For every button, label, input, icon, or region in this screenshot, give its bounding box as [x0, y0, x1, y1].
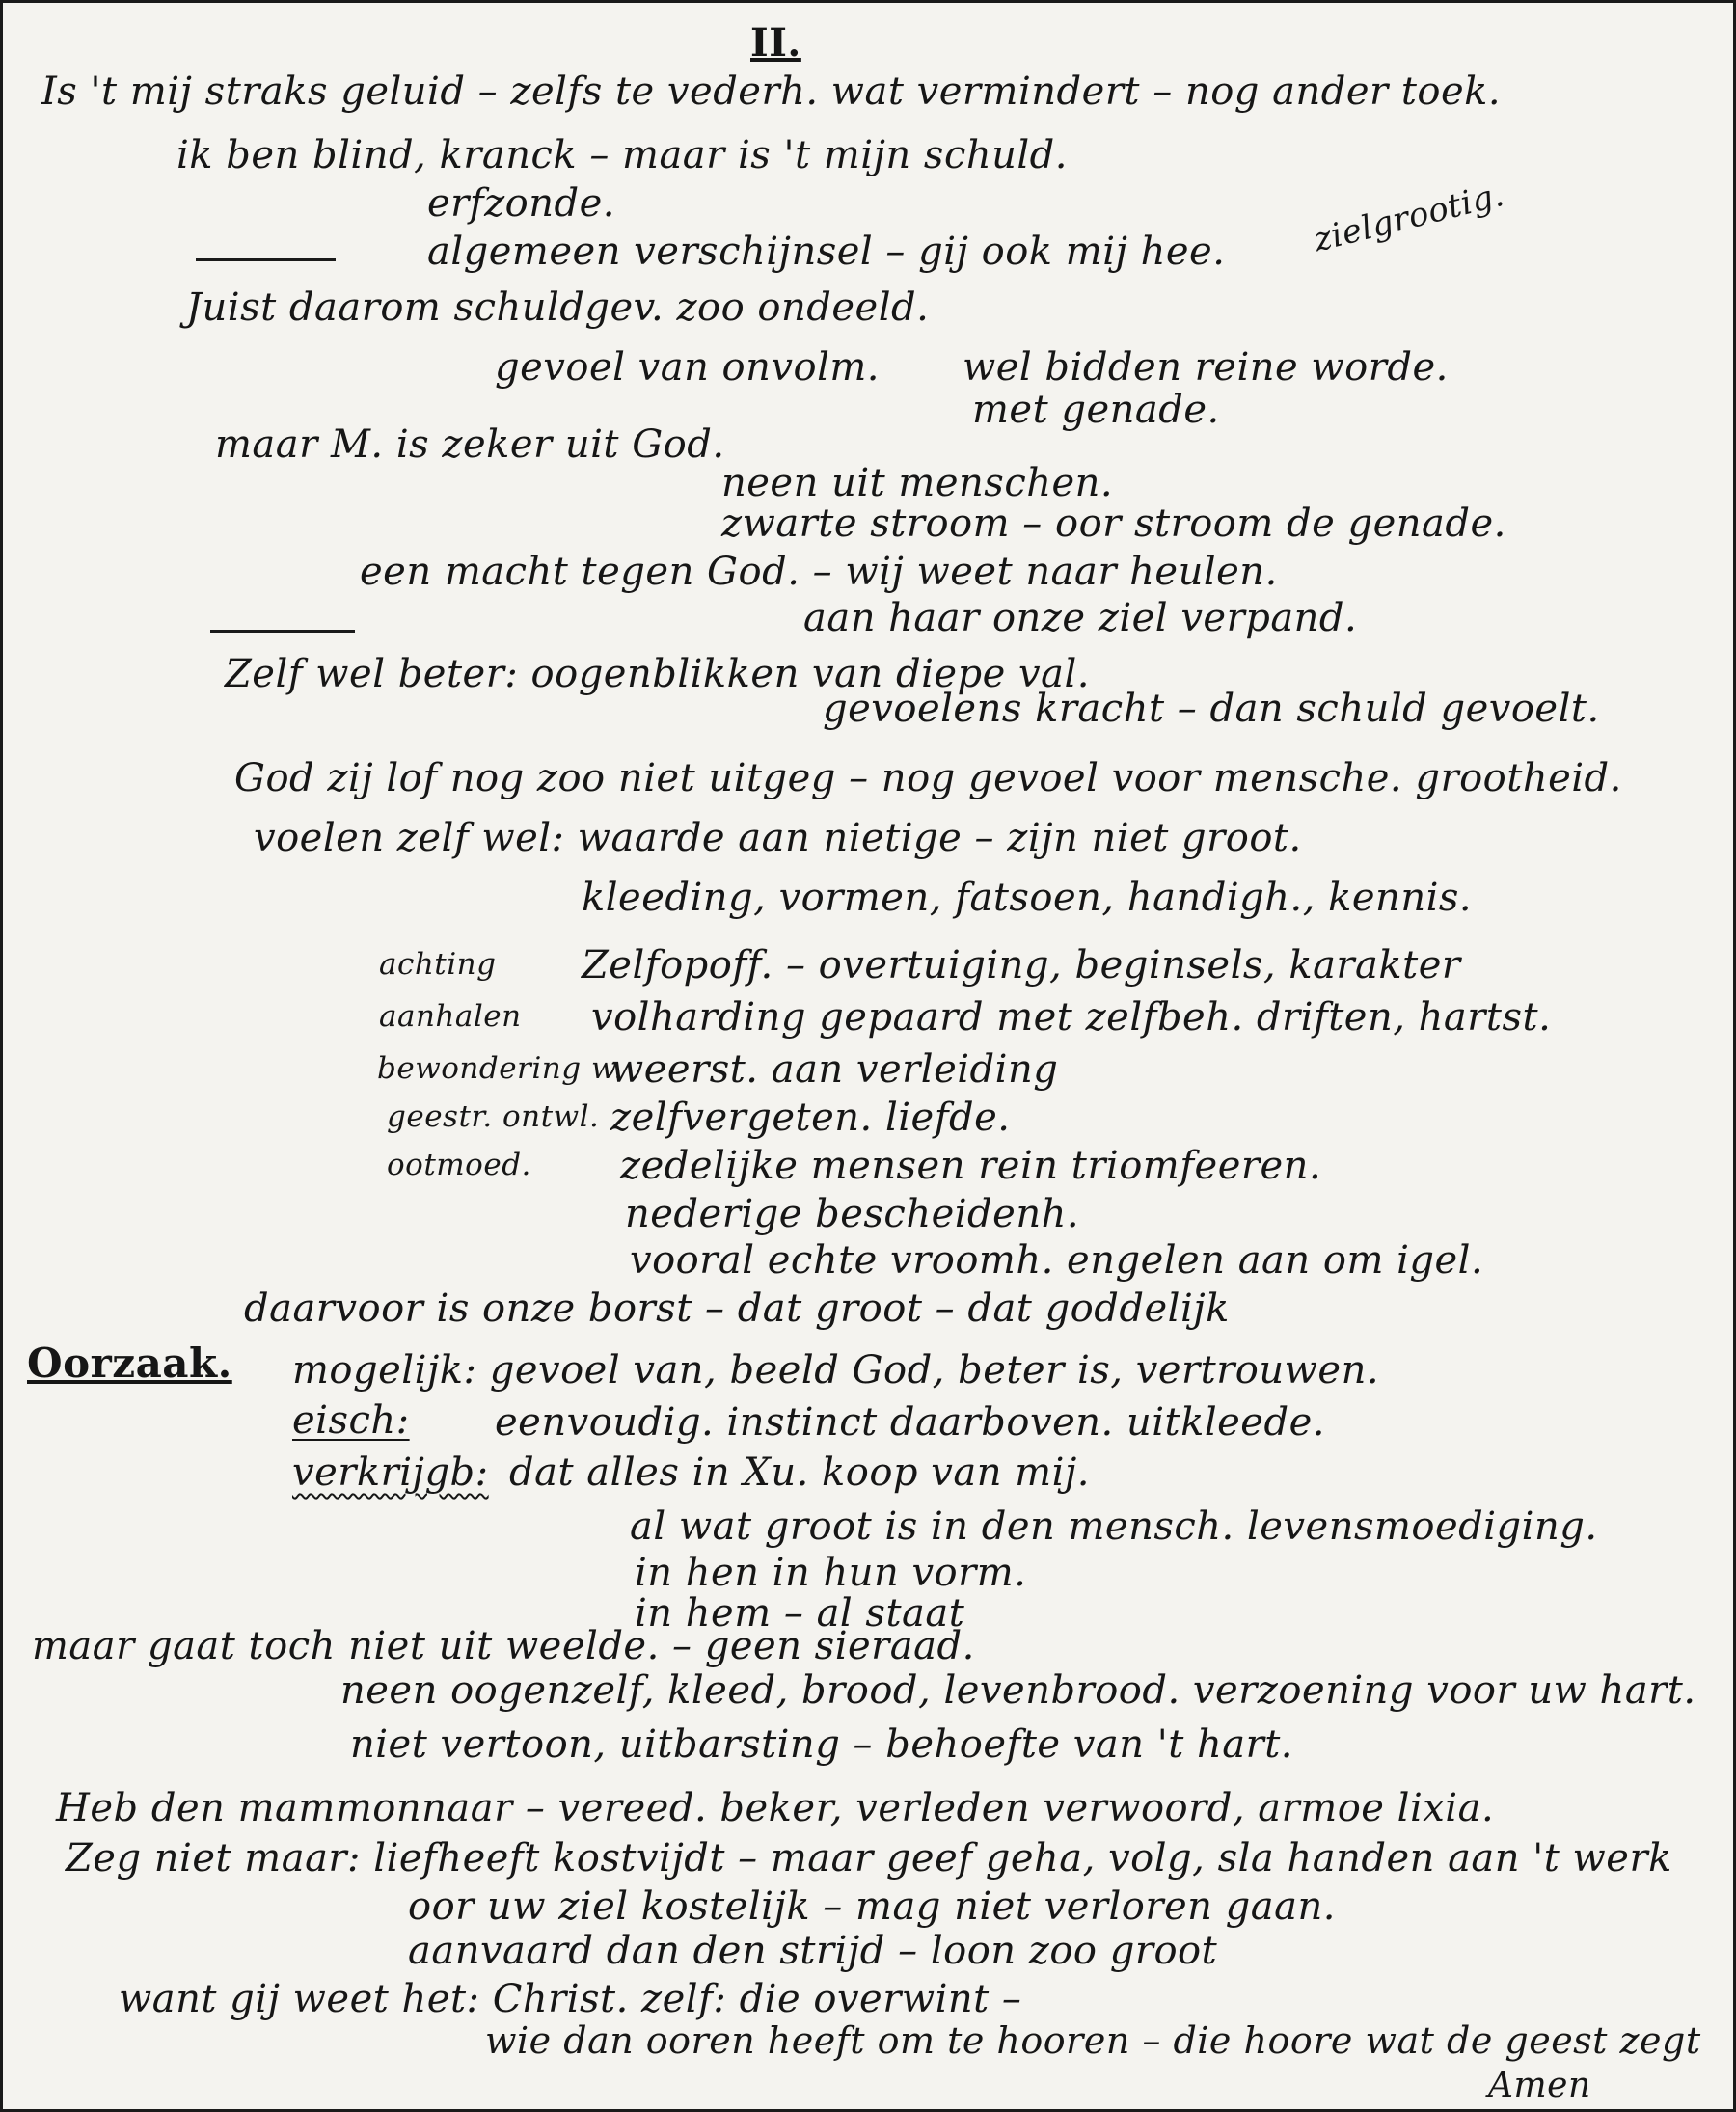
text-line: Juist daarom schuldgev. zoo ondeeld. [186, 285, 930, 330]
separator-line [210, 630, 355, 633]
text-line: nederige bescheidenh. [625, 1192, 1080, 1236]
section-heading: Oorzaak. [27, 1340, 232, 1387]
text-line: algemeen verschijnsel – gij ook mij hee. [427, 230, 1226, 274]
text-line: vooral echte vroomh. engelen aan om igel. [630, 1238, 1484, 1283]
text-line: maar gaat toch niet uit weelde. – geen sieraad. [32, 1624, 975, 1668]
text-line: in hen in hun vorm. [635, 1551, 1027, 1595]
text-line: met genade. [972, 388, 1220, 432]
text-line: daarvoor is onze borst – dat groot – dat goddelijk [244, 1286, 1230, 1331]
text-line: weerst. aan verleiding [610, 1047, 1059, 1092]
text-line: Zelf wel beter: oogenblikken van diepe val. [225, 652, 1090, 696]
margin-note: zielgrootig. [1310, 175, 1508, 260]
text-line: wel bidden reine worde. [963, 345, 1449, 390]
text-line: gevoelens kracht – dan schuld gevoelt. [823, 687, 1600, 731]
text-line: maar M. is zeker uit God. [215, 422, 725, 467]
text-line: Zelfopoff. – overtuiging, beginsels, karakter [582, 943, 1461, 988]
text-line: niet vertoon, uitbarsting – behoefte van 't hart. [350, 1722, 1294, 1767]
text-line: mogelijk: gevoel van, beeld God, beter is, vertrouwen. [292, 1348, 1380, 1393]
text-line: wie dan ooren heeft om te hooren – die hoore wat de geest zegt [485, 2019, 1701, 2062]
margin-label: aanhalen [379, 999, 522, 1034]
margin-label: bewondering w. [377, 1051, 624, 1086]
text-line: erfzonde. [427, 181, 616, 226]
text-line: neen uit menschen. [721, 461, 1114, 505]
text-line: aan haar onze ziel verpand. [803, 596, 1358, 640]
margin-label: ootmoed. [387, 1148, 531, 1182]
closing-amen: Amen [1488, 2066, 1591, 2105]
text-line: kleeding, vormen, fatsoen, handigh., kennis. [582, 876, 1473, 920]
text-line: ik ben blind, kranck – maar is 't mijn schuld. [176, 133, 1068, 177]
separator-line [196, 258, 336, 261]
section-numeral: II. [750, 20, 801, 66]
list-label: eisch: [292, 1398, 410, 1443]
text-line: God zij lof nog zoo niet uitgeg – nog gevoel voor mensche. grootheid. [234, 756, 1622, 800]
text-line: al wat groot is in den mensch. levensmoediging. [630, 1504, 1598, 1549]
text-line: volharding gepaard met zelfbeh. driften, hartst. [591, 995, 1552, 1040]
text-line: in hem – al staat [635, 1591, 965, 1636]
text-line: zwarte stroom – oor stroom de genade. [721, 501, 1506, 546]
text-line: Heb den mammonnaar – vereed. beker, verleden verwoord, armoe lixia. [56, 1786, 1495, 1830]
text-line: Zeg niet maar: liefheeft kostvijdt – maar geef geha, volg, sla handen aan 't werk [66, 1836, 1672, 1881]
text-line: dat alles in Xu. koop van mij. [509, 1450, 1091, 1495]
text-line: zelfvergeten. liefde. [610, 1096, 1011, 1140]
text-line: voelen zelf wel: waarde aan nietige – zijn niet groot. [254, 816, 1302, 860]
margin-label: achting [379, 947, 497, 982]
margin-label: geestr. ontwl. [387, 1099, 600, 1134]
text-line: want gij weet het: Christ. zelf: die overwint – [119, 1977, 1022, 2021]
text-line: zedelijke mensen rein triomfeeren. [620, 1144, 1322, 1188]
text-line: aanvaard dan den strijd – loon zoo groot [408, 1929, 1218, 1973]
text-line: neen oogenzelf, kleed, brood, levenbrood. verzoening voor uw hart. [340, 1668, 1696, 1713]
text-line: oor uw ziel kostelijk – mag niet verloren gaan. [408, 1884, 1336, 1929]
text-line: gevoel van onvolm. [495, 345, 881, 390]
list-label: verkrijgb: [292, 1450, 489, 1495]
text-line: Is 't mij straks geluid – zelfs te vederh. wat vermindert – nog ander toek. [41, 69, 1502, 114]
text-line: eenvoudig. instinct daarboven. uitkleede. [495, 1400, 1325, 1445]
text-line: een macht tegen God. – wij weet naar heulen. [360, 550, 1278, 594]
